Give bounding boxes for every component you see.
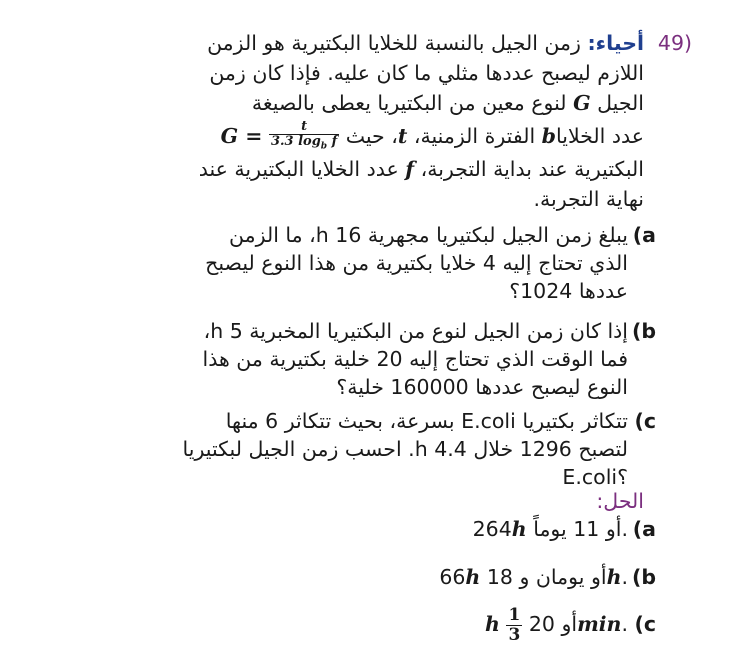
solution-c (485, 604, 656, 645)
solution-c-frac-num: 1 (508, 604, 521, 625)
problem-line-1 (124, 28, 692, 58)
solution-c-frac-den: 3 (508, 624, 521, 645)
part-b-line-2 (203, 344, 628, 374)
problem-text-4-mid: الفترة الزمنية، (407, 124, 542, 148)
solution-a-rest: أو 11 يوماً. (526, 517, 628, 541)
problem-line-6 (534, 184, 645, 214)
part-c-line-2 (183, 434, 628, 464)
formula-numerator: t (269, 120, 339, 135)
problem-text-5b: عدد الخلايا البكتيرية عند (198, 157, 406, 181)
part-b-line-3 (336, 372, 628, 402)
part-a-line-1 (229, 220, 656, 250)
formula (221, 116, 340, 156)
problem-line-5 (199, 154, 644, 184)
solution-c-unit-2: min (577, 612, 622, 636)
solution-b-unit: h (465, 565, 481, 589)
solution-b-unit-2: h (606, 565, 622, 589)
solution-c-rest: أو 20 (522, 612, 578, 636)
solution-c-end: . (621, 612, 628, 636)
problem-line-2 (209, 58, 644, 88)
problem-text-4-haith: ، حيث (339, 124, 398, 148)
problem-text-4-end: عدد الخلايا (556, 124, 644, 148)
part-c-label: c) (634, 409, 656, 433)
solution-c-fraction (506, 606, 522, 645)
formula-den-sub: b (320, 141, 328, 152)
formula-den-text: 3.3 log (270, 134, 321, 150)
part-b-label: b) (631, 319, 656, 343)
part-b-text-1: إذا كان زمن الجيل لنوع من البكتيريا المخبرية 5 h، (203, 319, 628, 343)
solution-b-label: b) (631, 565, 656, 589)
solution-b-end: . (621, 565, 628, 589)
part-b-line-1 (203, 316, 656, 346)
subject-label: أحياء: (587, 31, 644, 55)
part-c-line-1 (225, 406, 656, 436)
part-b-text-3: النوع ليصبح عددها 160000 خلية؟ (336, 375, 628, 399)
solution-a-unit: h (511, 517, 527, 541)
part-a-line-3 (509, 276, 628, 306)
solution-a-label: a) (632, 517, 656, 541)
part-c-text-2: لتصبح 1296 خلال 4.4 h. احسب زمن الجيل لبكتيريا (182, 437, 628, 461)
problem-text-1: زمن الجيل بالنسبة للخلايا البكتيرية هو الزمن (207, 31, 581, 55)
problem-text-2: اللازم ليصبح عددها مثلي ما كان عليه. فإذا كان زمن (209, 61, 644, 85)
formula-lhs: G = (220, 124, 263, 148)
solution-a (472, 514, 656, 544)
problem-text-3b: لنوع معين من البكتيريا يعطى بالصيغة (251, 91, 574, 115)
formula-denominator (269, 135, 339, 154)
part-c-text-1: تتكاثر بكتيريا E.coli بسرعة، بحيث تتكاثر 6 منها (225, 409, 628, 433)
var-g: G (573, 91, 591, 115)
solution-b-value: 66 (439, 565, 466, 589)
part-a-text-3: عددها 1024؟ (509, 279, 628, 303)
solution-a-value: 264 (472, 517, 512, 541)
part-a-text-2: الذي تحتاج إليه 4 خلايا بكتيرية من هذا النوع ليصبح (205, 251, 628, 275)
var-b: b (541, 124, 556, 148)
part-a-text-1: يبلغ زمن الجيل لبكتيريا مجهرية 16 h، ما الزمن (229, 223, 628, 247)
solution-title: الحل: (596, 489, 644, 513)
problem-number: (49 (657, 31, 692, 55)
solution-c-label: c) (634, 612, 656, 636)
formula-den-f: f (327, 134, 338, 150)
part-a-label: a) (632, 223, 656, 247)
part-b-text-2: فما الوقت الذي تحتاج إليه 20 خلية بكتيرية من هذا (202, 347, 628, 371)
solution-b (439, 562, 656, 592)
problem-text-6: نهاية التجربة. (533, 187, 644, 211)
var-t: t (397, 124, 408, 148)
problem-text-5a: البكتيرية عند بداية التجربة، (414, 157, 644, 181)
problem-line-3 (252, 88, 644, 118)
var-f: f (405, 157, 415, 181)
solution-b-rest: أو يومان و 18 (480, 565, 607, 589)
problem-line-4 (221, 116, 644, 156)
formula-fraction (269, 120, 339, 154)
solution-c-unit: h (485, 612, 500, 636)
part-c-text-3: E.coli؟ (562, 465, 628, 489)
problem-text-3a: الجيل (590, 91, 644, 115)
part-a-line-2 (205, 248, 628, 278)
